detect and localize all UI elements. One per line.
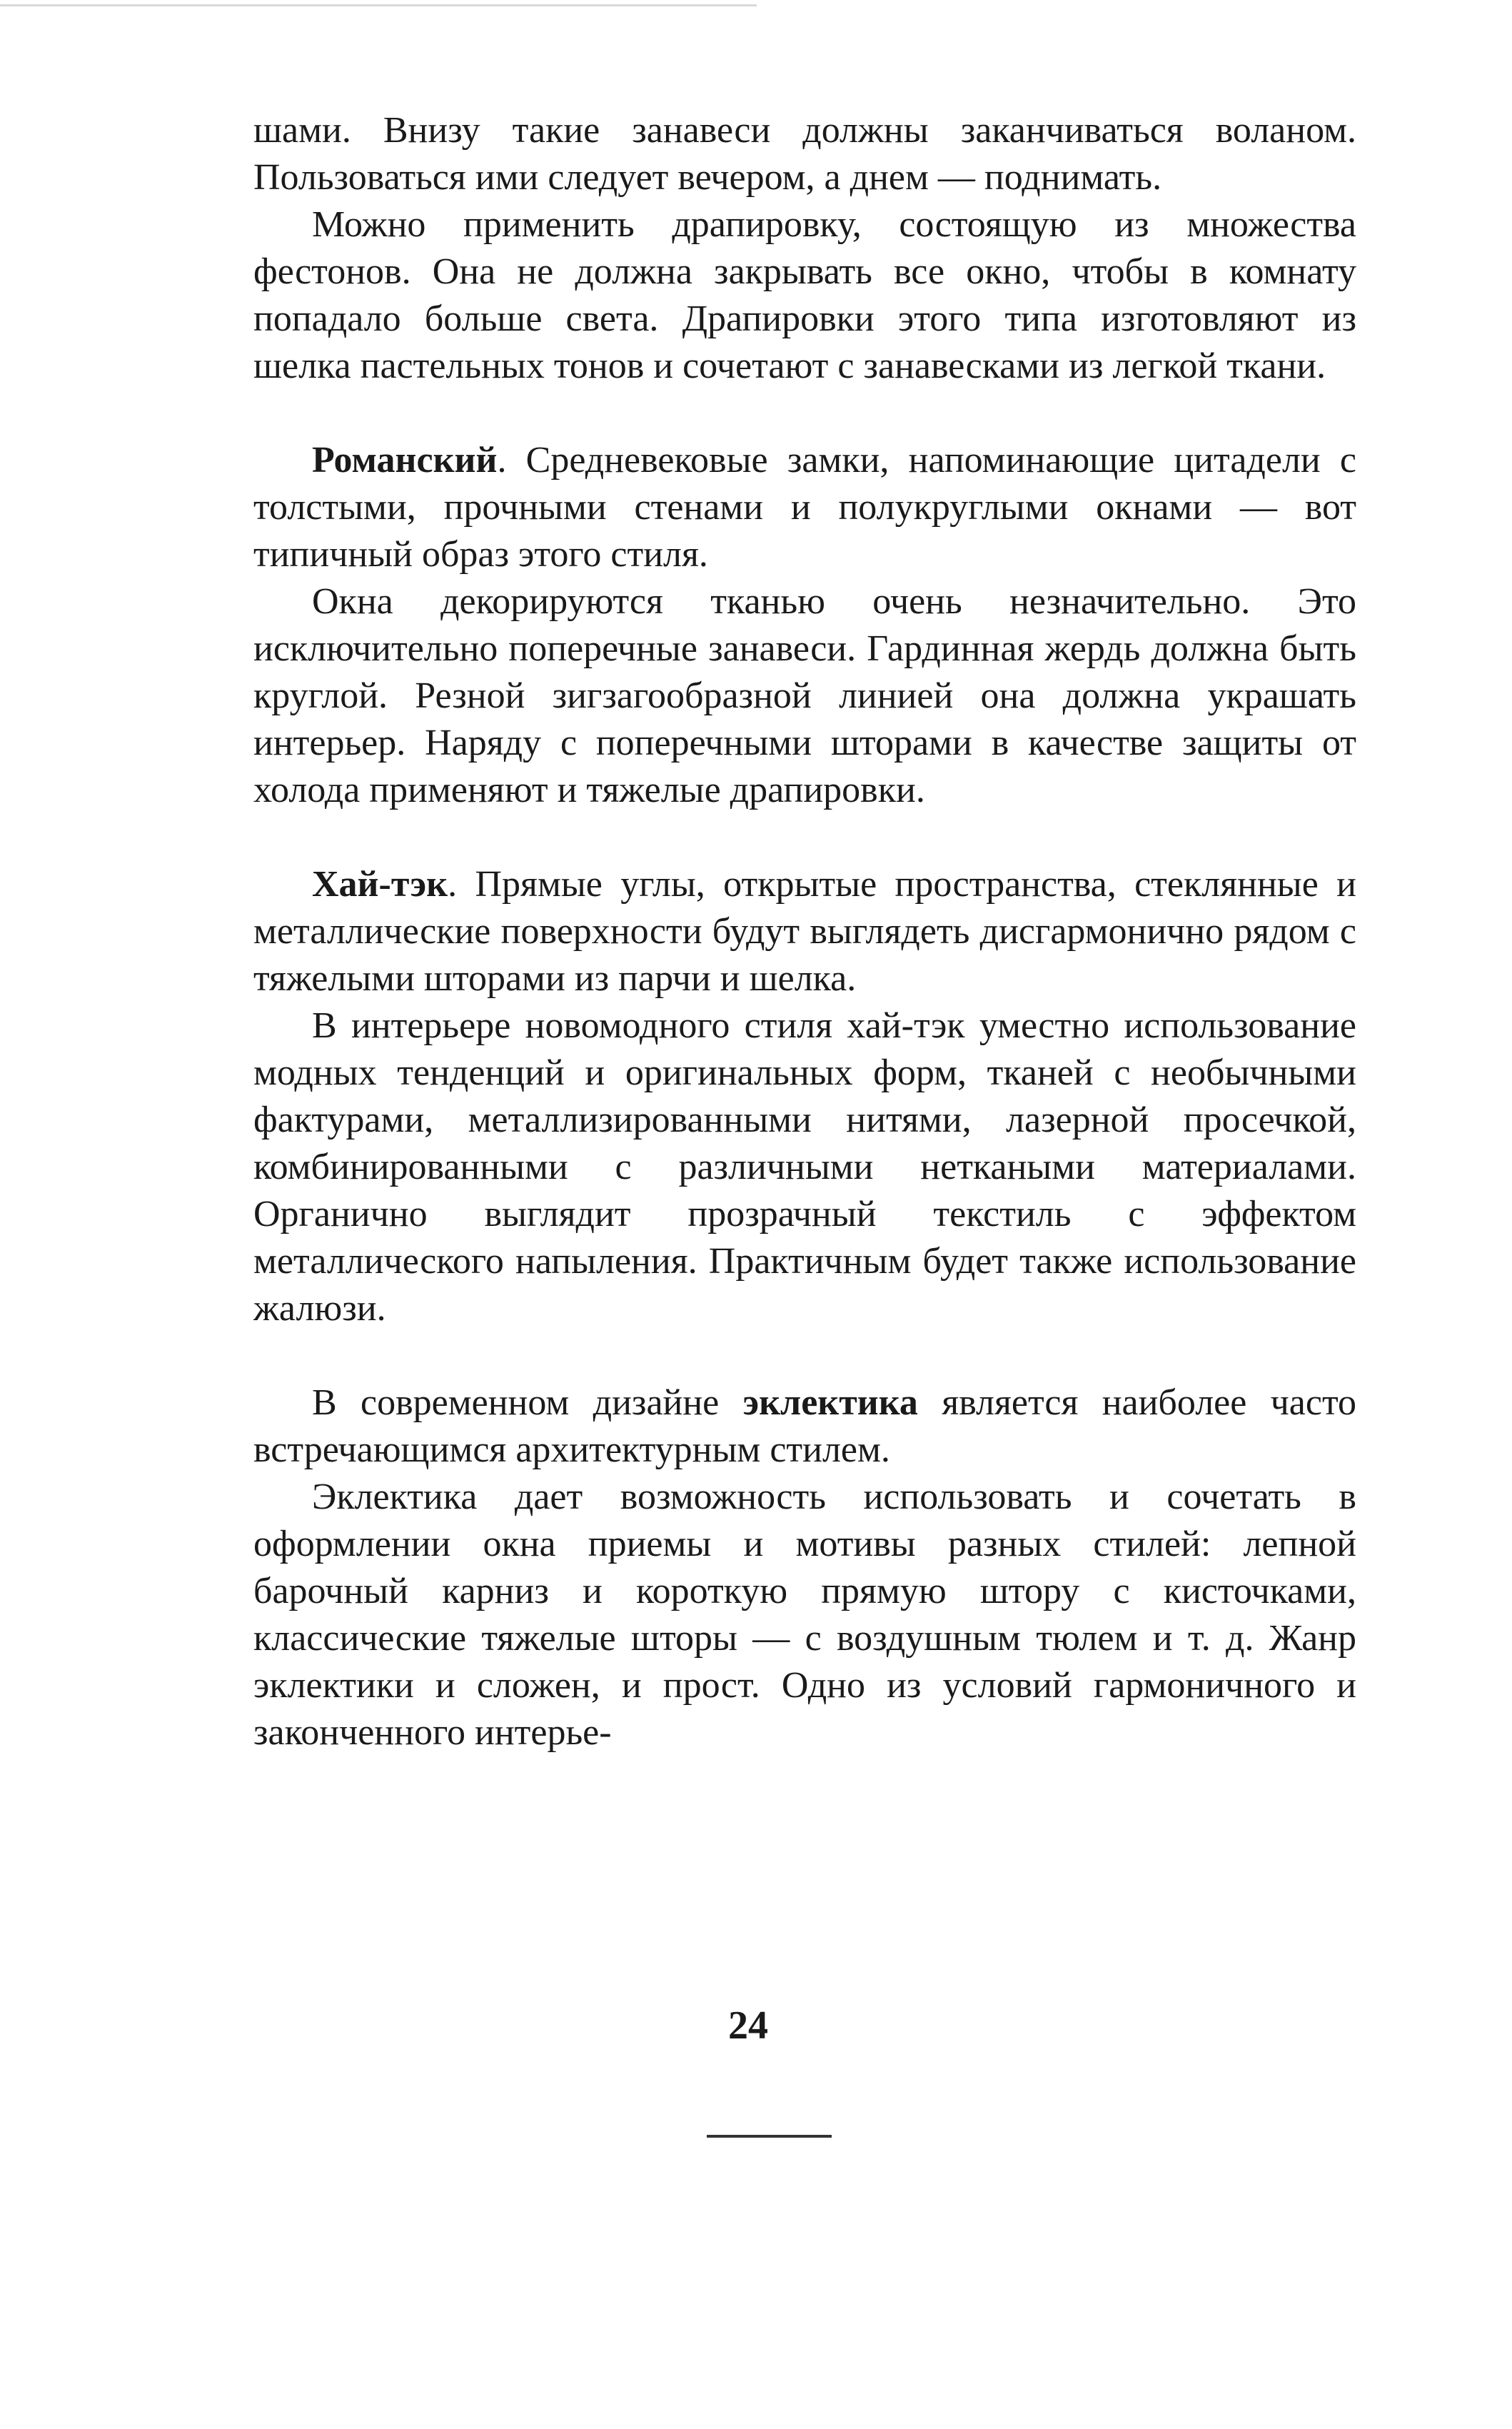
paragraph-romanesque-details bbox=[253, 578, 1356, 814]
paragraph-text: В интерьере новомодного стиля хай-тэк уместно использование модных тенденций и оригинальных форм, тканей с необычными фактурами, металлизированными нитями, лазерной просечкой, комбинированными с различными неткаными материалами. Органично выглядит прозрачный текстиль с эффектом металлического напыления. Практичным будет также использование жалюзи. bbox=[253, 1005, 1356, 1329]
top-scan-edge bbox=[0, 4, 757, 6]
paragraph-hitech-intro bbox=[253, 861, 1356, 1002]
paragraph-romanesque-intro bbox=[253, 437, 1356, 578]
bottom-rule bbox=[707, 2135, 832, 2138]
style-term-eclectic: эклектика bbox=[742, 1382, 918, 1423]
paragraph-text: . Прямые углы, открытые пространства, стеклянные и металлические поверхности будут выглядеть дисгармонично рядом с тяжелыми шторами из парчи и шелка. bbox=[253, 864, 1356, 999]
style-term-romanesque: Романский bbox=[312, 440, 498, 481]
page-number: 24 bbox=[728, 2003, 768, 2048]
paragraph-draping bbox=[253, 201, 1356, 390]
style-term-hitech: Хай-тэк bbox=[312, 864, 448, 905]
paragraph-eclectic-intro bbox=[253, 1379, 1356, 1474]
paragraph-text: В современном дизайне bbox=[312, 1382, 743, 1423]
paragraph-eclectic-details bbox=[253, 1474, 1356, 1756]
paragraph-text: Можно применить драпировку, состоящую из множества фестонов. Она не должна закрывать все окно, чтобы в комнату попадало больше света. Драпировки этого типа изготовляют из шелка пастельных тонов и сочетают с занавесками из легкой ткани. bbox=[253, 204, 1356, 386]
paragraph-text: является наиболее часто встречающимся архитектурным стилем. bbox=[253, 1382, 1356, 1470]
body-text bbox=[253, 107, 1356, 1756]
paragraph-hitech-details bbox=[253, 1002, 1356, 1332]
paragraph-continuation bbox=[253, 107, 1356, 201]
paragraph-text: Эклектика дает возможность использовать и сочетать в оформлении окна приемы и мотивы разных стилей: лепной барочный карниз и короткую прямую штору с кисточками, классические тяжелые шторы — с воздушным тюлем и т. д. Жанр эклектики и сложен, и прост. Одно из условий гармоничного и законченного интерье- bbox=[253, 1477, 1356, 1753]
paragraph-text: . Средневековые замки, напоминающие цитадели с толстыми, прочными стенами и полукруглыми окнами — вот типичный образ этого стиля. bbox=[253, 440, 1356, 575]
paragraph-text: Окна декорируются тканью очень незначительно. Это исключительно поперечные занавеси. Гардинная жердь должна быть круглой. Резной зигзагообразной линией она должна украшать интерьер. Наряду с поперечными шторами в качестве защиты от холода применяют и тяжелые драпировки. bbox=[253, 581, 1356, 810]
paragraph-text: шами. Внизу такие занавеси должны заканчиваться воланом. Пользоваться ими следует вечером, а днем — поднимать. bbox=[253, 110, 1356, 198]
